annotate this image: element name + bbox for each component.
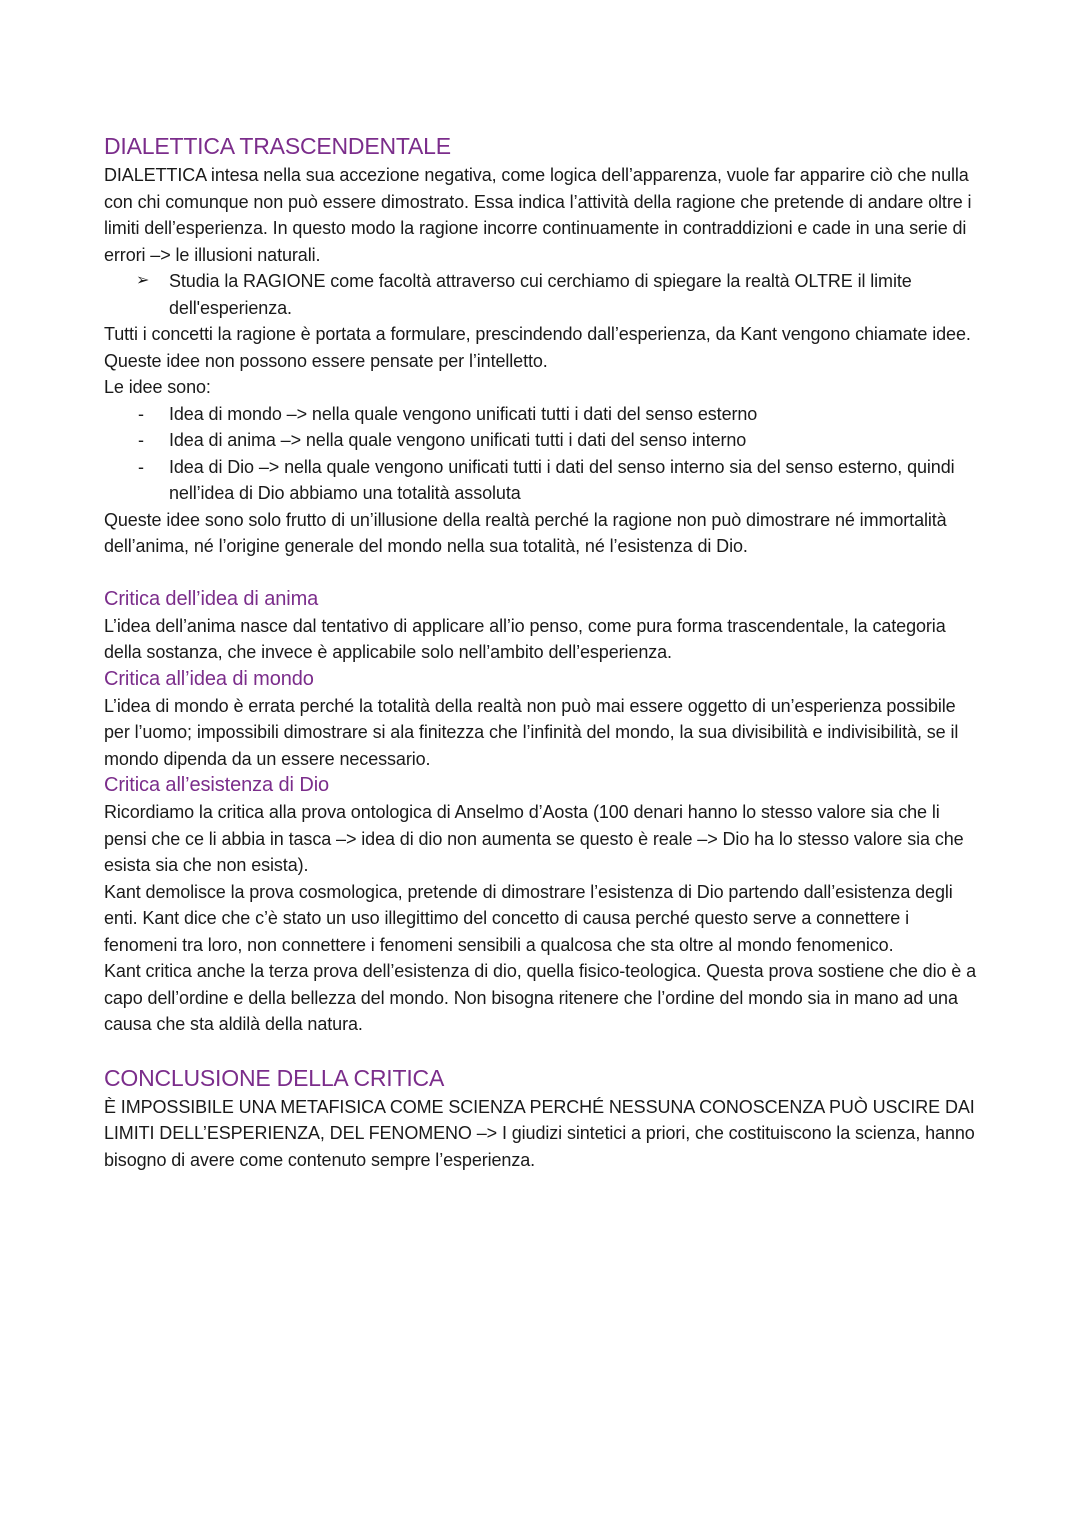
dio-paragraph-cosmologica: Kant demolisce la prova cosmologica, pretende di dimostrare l’esistenza di Dio partendo dall’esistenza degli enti. Kant dice che c’è stato un uso illegittimo del concetto di causa perché questo serve a connettere i fenomeni tra loro, non connettere i fenomeni sensibili a qualcosa che sta oltre al mondo fenomenico. [104,881,953,955]
list-item [104,427,984,454]
ideas-conclusion: Queste idee sono solo frutto di un’illusione della realtà perché la ragione non può dimostrare né immortalità dell’anima, né l’origine generale del mondo nella sua totalità, né l’esistenza di Dio. [104,509,947,556]
dio-paragraph-ontologica: Ricordiamo la critica alla prova ontologica di Anselmo d’Aosta (100 denari hanno lo stesso valore sia che li pensi che ce li abbia in tasca –> idea di dio non aumenta se questo è reale –> Dio ha lo stesso valore sia che esista sia che non esista). [104,802,964,875]
arrow-bullet-item [104,268,984,321]
list-item [104,401,984,428]
dash-bullet: - [138,456,144,477]
section-title-mondo: Critica all’idea di mondo [104,667,314,690]
arrow-bullet-text: Studia la RAGIONE come facoltà attraverso cui cerchiamo di spiegare la realtà OLTRE il limite dell'esperienza. [169,271,912,318]
list-item-text: Idea di mondo –> nella quale vengono unificati tutti i dati del senso esterno [169,403,758,424]
dio-paragraph-fisico-teologica: Kant critica anche la terza prova dell’esistenza di dio, quella fisico-teologica. Questa prova sostiene che dio è a capo dell’ordine e della bellezza del mondo. Non bisogna ritenere che l’ordine del mondo sia in mano ad una causa che sta aldilà della natura. [104,961,977,1034]
concepts-paragraph: Tutti i concetti la ragione è portata a formulare, prescindendo dall’esperienza, da Kant vengono chiamate idee. Queste idee non possono essere pensate per l’intelletto. [104,324,971,371]
anima-paragraph: L’idea dell’anima nasce dal tentativo di applicare all’io penso, come pura forma trascendentale, la categoria della sostanza, che invece è applicabile solo nell’ambito dell’esperienza. [104,615,946,662]
dash-bullet: - [138,403,144,424]
spacer [104,1038,984,1064]
list-item-text: Idea di anima –> nella quale vengono unificati tutti i dati del senso interno [169,430,747,450]
dash-bullet: - [138,430,144,450]
section-title-anima: Critica dell’idea di anima [104,587,319,610]
section-title-dio: Critica all’esistenza di Dio [104,774,330,796]
section-title-conclusione: CONCLUSIONE DELLA CRITICA [104,1064,445,1091]
document-content [104,132,984,1173]
list-item-text: Idea di Dio –> nella quale vengono unificati tutti i dati del senso interno sia del senso esterno, quindi nell’idea di Dio abbiamo una totalità assoluta [169,456,955,503]
ideas-label: Le idee sono: [104,377,211,397]
dialettica-intro: DIALETTICA intesa nella sua accezione negativa, come logica dell’apparenza, vuole far apparire ciò che nulla con chi comunque non può essere dimostrato. Essa indica l’attività della ragione che pretende di andare oltre i limiti dell’esperienza. In questo modo la ragione incorre continuamente in contraddizioni e cade in una serie di errori –> le illusioni naturali. [104,165,972,265]
section-title-dialettica: DIALETTICA TRASCENDENTALE [104,133,451,159]
spacer [104,560,984,586]
ideas-list [104,401,984,507]
arrow-bullet-icon: ➢ [136,272,150,289]
conclusione-paragraph: È IMPOSSIBILE UNA METAFISICA COME SCIENZA PERCHÉ NESSUNA CONOSCENZA PUÒ USCIRE DAI LIMITI DELL’ESPERIENZA, DEL FENOMENO –> I giudizi sintetici a priori, che costituiscono la scienza, hanno bisogno di avere come contenuto sempre l’esperienza. [104,1096,975,1170]
mondo-paragraph: L’idea di mondo è errata perché la totalità della realtà non può mai essere oggetto di un’esperienza possibile per l’uomo; impossibili dimostrare si ala finitezza che l’infinità del mondo, la sua divisibilità e indivisibilità, se il mondo dipenda da un essere necessario. [104,695,959,769]
list-item [104,454,984,507]
